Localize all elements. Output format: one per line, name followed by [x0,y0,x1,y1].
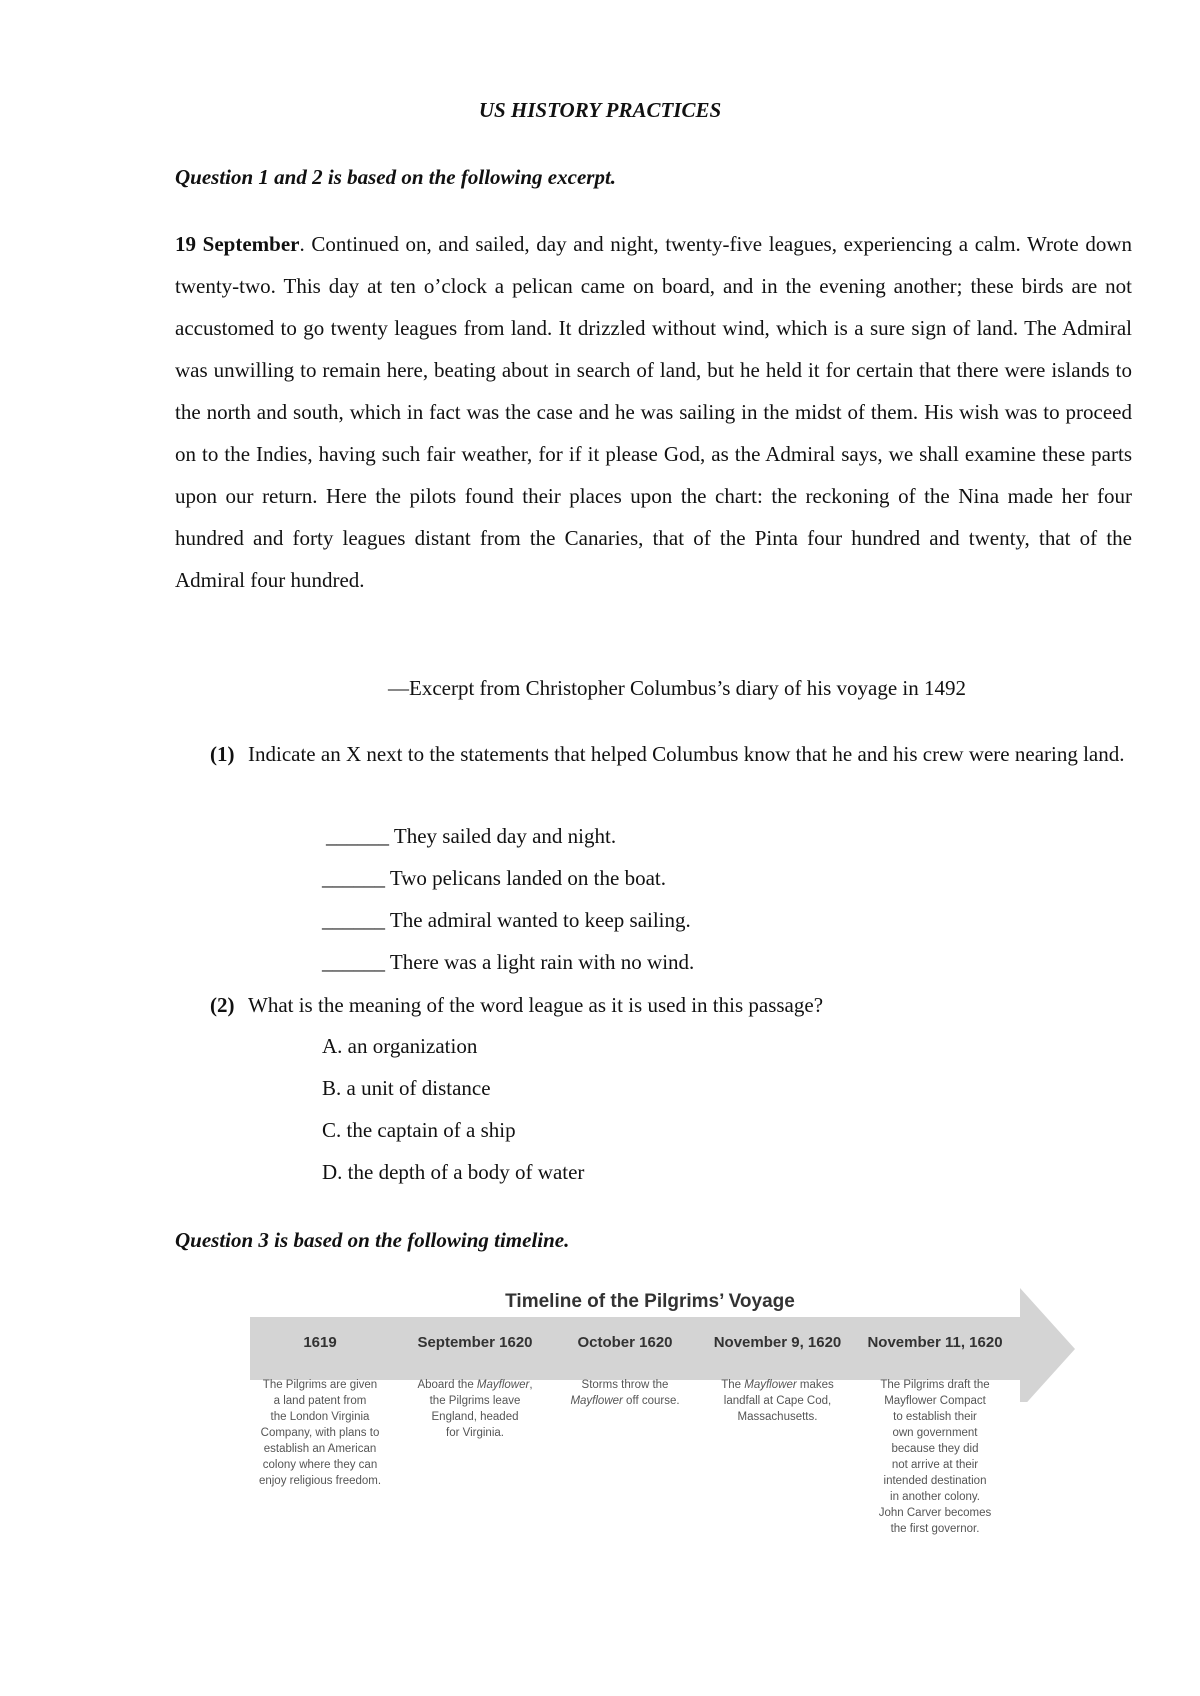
timeline-date: 1619 [303,1334,337,1351]
answer-choice-a[interactable]: A. an organization [322,1034,478,1058]
excerpt-body: . Continued on, and sailed, day and night, twenty-five leagues, experiencing a calm. Wrote down twenty-two. This day at ten o’clock a pelican came on board, and in the evening another; these birds are not accustomed to go twenty leagues from land. It drizzled without wind, which is a sure sign of land. The Admiral was unwilling to remain here, beating about in search of land, but he held it for certain that there were islands to the north and south, which in fact was the case and he was sailing in the midst of them. His wish was to proceed on to the Indies, having such fair weather, for if it please God, as the Admiral says, we shall examine these parts upon our return. Here the pilots found their places upon the chart: the reckoning of the Nina made her four hundred and forty leagues distant from the Canaries, that of the Pinta four hundred and twenty, that of the Admiral four hundred. [175,232,1132,592]
timeline-desc-line: own government [892,1427,978,1439]
timeline-desc-line: Mayflower off course. [570,1395,680,1407]
excerpt-date: 19 September [175,232,300,256]
timeline-desc-line: in another colony. [890,1491,980,1503]
timeline-event-sept-1620 [405,1377,545,1441]
excerpt-paragraph [175,223,1132,601]
timeline-event-nov9-1620 [705,1377,850,1425]
timeline-desc-line: Storms throw the [581,1379,669,1391]
answer-choice-c[interactable]: C. the captain of a ship [322,1118,516,1142]
answer-blank-item[interactable]: ______ They sailed day and night. [326,824,617,848]
question-1-number: (1) [210,742,235,766]
timeline-date: November 11, 1620 [867,1334,1003,1351]
timeline-desc-line: Company, with plans to [260,1427,380,1439]
timeline-desc-line: because they did [891,1443,979,1455]
timeline-desc-line: England, headed [431,1411,519,1423]
answer-blank-item[interactable]: ______ There was a light rain with no wind. [322,950,695,974]
section-heading-timeline: Question 3 is based on the following timeline. [175,1228,570,1252]
timeline-title: Timeline of the Pilgrims’ Voyage [505,1291,795,1312]
timeline-desc-line: Aboard the Mayflower, [417,1379,533,1391]
timeline-desc-line: a land patent from [273,1395,367,1407]
timeline-desc-line: the Pilgrims leave [429,1395,521,1407]
page-title: US HISTORY PRACTICES [478,98,722,122]
question-2-text: What is the meaning of the word league as it is used in this passage? [248,993,824,1017]
timeline-desc-line: for Virginia. [446,1427,504,1439]
timeline-desc-line: the London Virginia [270,1411,370,1423]
timeline-desc-line: not arrive at their [891,1459,979,1471]
question-2 [210,984,1132,1026]
question-1-text: Indicate an X next to the statements that helped Columbus know that he and his crew were nearing land. [248,742,1125,766]
question-1 [210,733,1132,775]
section-heading-excerpt: Question 1 and 2 is based on the following excerpt. [175,165,617,189]
timeline-desc-line: The Pilgrims are given [262,1379,378,1391]
answer-blank-item[interactable]: ______ The admiral wanted to keep sailing. [322,908,691,932]
timeline-date: November 9, 1620 [713,1334,842,1351]
excerpt-source: —Excerpt from Christopher Columbus’s diary of his voyage in 1492 [388,676,967,700]
timeline-desc-line: establish an American [263,1443,377,1455]
timeline-desc-line: enjoy religious freedom. [258,1475,382,1487]
timeline-desc-line: Mayflower Compact [884,1395,986,1407]
timeline-desc-line: Massachusetts. [737,1411,818,1423]
timeline-date: October 1620 [577,1334,673,1351]
timeline-desc-line: John Carver becomes [878,1507,992,1519]
timeline-desc-line: The Pilgrims draft the [880,1379,990,1391]
question-2-number: (2) [210,993,235,1017]
timeline-desc-line: the first governor. [890,1523,980,1535]
timeline-desc-line: colony where they can [262,1459,378,1471]
timeline-event-nov11-1620 [860,1377,1010,1537]
timeline-event-1619 [250,1377,390,1489]
timeline-date: September 1620 [417,1334,533,1351]
timeline-event-oct-1620 [555,1377,695,1409]
timeline-desc-line: intended destination [883,1475,987,1487]
answer-choice-b[interactable]: B. a unit of distance [322,1076,491,1100]
answer-choice-d[interactable]: D. the depth of a body of water [322,1160,585,1184]
answer-blank-item[interactable]: ______ Two pelicans landed on the boat. [322,866,666,890]
timeline-desc-line: landfall at Cape Cod, [723,1395,832,1407]
timeline-desc-line: to establish their [893,1411,977,1423]
timeline-figure [250,1282,1080,1552]
timeline-date-row [250,1334,1020,1364]
timeline-desc-line: The Mayflower makes [721,1379,834,1391]
